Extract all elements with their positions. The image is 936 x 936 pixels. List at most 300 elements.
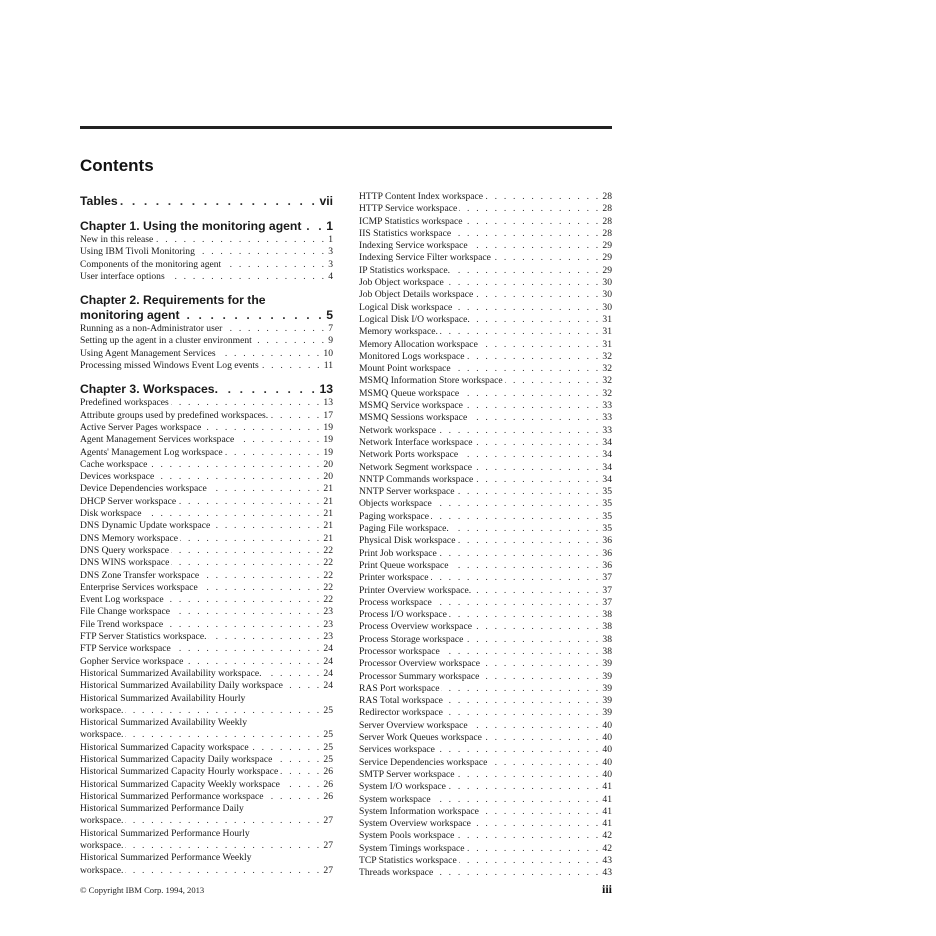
toc-entry[interactable] bbox=[359, 216, 612, 228]
leader-dots bbox=[303, 219, 324, 234]
leader-dots bbox=[480, 339, 601, 351]
toc-entry[interactable] bbox=[359, 634, 612, 646]
toc-entry-page: 22 bbox=[323, 544, 333, 556]
leader-dots bbox=[251, 742, 322, 754]
toc-entry[interactable] bbox=[359, 203, 612, 215]
toc-entry[interactable] bbox=[80, 852, 333, 877]
toc-entry[interactable] bbox=[359, 646, 612, 658]
leader-dots bbox=[454, 302, 600, 314]
toc-entry-title: workspace. bbox=[80, 815, 124, 827]
toc-entry-title: MSMQ Queue workspace bbox=[359, 387, 460, 399]
toc-entry[interactable] bbox=[80, 619, 333, 631]
toc-entry-page: 23 bbox=[323, 631, 333, 643]
toc-entry-title: Network Ports workspace bbox=[359, 449, 459, 461]
toc-entry-page: 33 bbox=[602, 400, 612, 412]
leader-dots bbox=[167, 271, 326, 283]
toc-entry-title: Service Dependencies workspace bbox=[359, 756, 488, 768]
toc-entry-page: 9 bbox=[328, 335, 333, 347]
toc-entry-page: 43 bbox=[602, 867, 612, 879]
toc-entry-title-line: Historical Summarized Performance Weekly bbox=[80, 852, 252, 864]
toc-entry[interactable] bbox=[80, 680, 333, 692]
toc-entry[interactable] bbox=[359, 818, 612, 830]
leader-dots bbox=[434, 597, 601, 609]
toc-entry[interactable] bbox=[80, 754, 333, 766]
toc-entry-page: 34 bbox=[602, 449, 612, 461]
leader-dots bbox=[285, 680, 322, 692]
toc-entry-title: Redirector workspace bbox=[359, 707, 443, 719]
toc-entry-page: 32 bbox=[602, 387, 612, 399]
toc-entry[interactable] bbox=[80, 459, 333, 471]
toc-entry[interactable] bbox=[80, 717, 333, 742]
toc-entry-page: 40 bbox=[602, 744, 612, 756]
toc-entry-title: Device Dependencies workspace bbox=[80, 483, 207, 495]
toc-entry-title: FTP Service workspace bbox=[80, 643, 171, 655]
toc-entry[interactable] bbox=[80, 483, 333, 495]
toc-entry-title: Memory Allocation workspace bbox=[359, 338, 478, 350]
toc-entry-page: 39 bbox=[602, 695, 612, 707]
toc-entry-title: New in this release bbox=[80, 234, 154, 245]
toc-entry-title: Logical Disk workspace bbox=[359, 301, 453, 313]
toc-entry-title: Attribute groups used by predefined workspaces. bbox=[80, 409, 269, 421]
toc-entry[interactable] bbox=[359, 757, 612, 769]
toc-entry[interactable] bbox=[359, 400, 612, 412]
leader-dots bbox=[475, 474, 600, 486]
leader-dots bbox=[445, 695, 601, 707]
toc-entry-page: 29 bbox=[602, 240, 612, 252]
toc-entry[interactable] bbox=[80, 668, 333, 680]
toc-entry-title: Indexing Service workspace bbox=[359, 240, 468, 252]
toc-entry-page: 20 bbox=[323, 471, 333, 483]
toc-entry-title: Historical Summarized Availability workspace. bbox=[80, 667, 262, 679]
leader-dots bbox=[449, 609, 600, 621]
toc-entry-page: 39 bbox=[602, 682, 612, 694]
toc-entry-title: Job Object workspace bbox=[359, 277, 444, 289]
toc-entry-page: 35 bbox=[602, 510, 612, 522]
toc-entry-page: 40 bbox=[602, 719, 612, 731]
toc-entry[interactable] bbox=[359, 855, 612, 867]
toc-entry-page: 30 bbox=[602, 289, 612, 301]
toc-entry-title: Printer workspace bbox=[359, 572, 429, 584]
toc-entry[interactable] bbox=[80, 779, 333, 791]
toc-chapter-entry[interactable] bbox=[80, 293, 333, 323]
leader-dots bbox=[166, 594, 322, 606]
toc-entry[interactable] bbox=[359, 769, 612, 781]
toc-entry-page: 25 bbox=[323, 741, 333, 753]
toc-entry[interactable] bbox=[359, 412, 612, 424]
leader-dots bbox=[465, 634, 600, 646]
leader-dots bbox=[431, 572, 601, 584]
leader-dots bbox=[125, 729, 321, 741]
toc-entry[interactable] bbox=[359, 302, 612, 314]
toc-entry-page: 4 bbox=[328, 270, 333, 282]
toc-entry-page: 24 bbox=[323, 667, 333, 679]
toc-entry-title: DNS WINS workspace bbox=[80, 557, 170, 569]
leader-dots bbox=[445, 707, 600, 719]
toc-entry[interactable] bbox=[80, 594, 333, 606]
leader-dots bbox=[453, 228, 600, 240]
toc-entry-title: Network Interface workspace bbox=[359, 436, 473, 448]
toc-entry-title: System I/O workspace bbox=[359, 781, 446, 793]
toc-entry-title: HTTP Content Index workspace bbox=[359, 191, 484, 202]
toc-entry-page: 38 bbox=[602, 633, 612, 645]
toc-entry-title: Process workspace bbox=[359, 596, 432, 608]
toc-entry[interactable] bbox=[359, 695, 612, 707]
toc-entry-title: NNTP Server workspace bbox=[359, 486, 455, 498]
toc-entry-title: Print Queue workspace bbox=[359, 559, 449, 571]
toc-entry-page: 41 bbox=[602, 793, 612, 805]
toc-entry-page: 40 bbox=[602, 768, 612, 780]
leader-dots bbox=[441, 683, 600, 695]
leader-dots bbox=[218, 348, 322, 360]
toc-entry-page: 37 bbox=[602, 596, 612, 608]
toc-entry-page: 22 bbox=[323, 569, 333, 581]
toc-entry-title: Chapter 3. Workspaces. bbox=[80, 382, 218, 397]
toc-entry-page: 39 bbox=[602, 707, 612, 719]
leader-dots bbox=[171, 557, 321, 569]
toc-entry[interactable] bbox=[359, 572, 612, 584]
leader-dots bbox=[125, 815, 321, 827]
toc-entry-title: monitoring agent bbox=[80, 308, 180, 323]
leader-dots bbox=[485, 191, 600, 203]
leader-dots bbox=[209, 483, 322, 495]
toc-entry-page: 36 bbox=[602, 547, 612, 559]
leader-dots bbox=[438, 425, 600, 437]
toc-entry[interactable] bbox=[359, 486, 612, 498]
leader-dots bbox=[459, 203, 600, 215]
leader-dots bbox=[493, 252, 601, 264]
toc-entry[interactable] bbox=[80, 348, 333, 360]
toc-entry-title: Network Segment workspace bbox=[359, 461, 472, 473]
toc-entry-page: 29 bbox=[602, 252, 612, 264]
toc-entry-title: SMTP Server workspace bbox=[359, 768, 455, 780]
toc-entry[interactable] bbox=[359, 314, 612, 326]
toc-entry-page: 1 bbox=[326, 219, 333, 233]
toc-entry[interactable] bbox=[80, 323, 333, 335]
toc-entry-page: 41 bbox=[602, 805, 612, 817]
leader-dots bbox=[212, 520, 321, 532]
leader-dots bbox=[197, 246, 326, 258]
toc-entry-page: 39 bbox=[602, 658, 612, 670]
toc-entry-page: 23 bbox=[323, 606, 333, 618]
toc-entry[interactable] bbox=[359, 806, 612, 818]
toc-entry[interactable] bbox=[80, 520, 333, 532]
leader-dots bbox=[457, 769, 601, 781]
leader-dots bbox=[451, 560, 601, 572]
toc-entry[interactable] bbox=[80, 246, 333, 258]
toc-entry-title: workspace. bbox=[80, 704, 124, 716]
toc-entry-page: 27 bbox=[323, 864, 333, 876]
toc-entry[interactable] bbox=[359, 228, 612, 240]
toc-entry[interactable] bbox=[359, 375, 612, 387]
page-title: Contents bbox=[80, 156, 154, 175]
toc-entry[interactable] bbox=[80, 410, 333, 422]
toc-entry[interactable] bbox=[80, 803, 333, 828]
toc-entry-title: Historical Summarized Capacity Weekly workspace bbox=[80, 778, 280, 790]
toc-entry-title: Predefined workspaces bbox=[80, 397, 169, 409]
toc-entry[interactable] bbox=[359, 535, 612, 547]
toc-entry[interactable] bbox=[359, 511, 612, 523]
toc-entry[interactable] bbox=[359, 720, 612, 732]
toc-entry[interactable] bbox=[80, 606, 333, 618]
leader-dots bbox=[484, 732, 600, 744]
leader-dots bbox=[155, 234, 326, 246]
leader-dots bbox=[144, 508, 322, 520]
toc-entry[interactable] bbox=[80, 791, 333, 803]
leader-dots bbox=[185, 656, 321, 668]
toc-entry-title-line: Chapter 2. Requirements for the bbox=[80, 293, 266, 308]
toc-entry-page: 41 bbox=[602, 781, 612, 793]
toc-entry-page: 35 bbox=[602, 486, 612, 498]
toc-entry[interactable] bbox=[80, 508, 333, 520]
toc-entry[interactable] bbox=[359, 830, 612, 842]
toc-entry[interactable] bbox=[359, 658, 612, 670]
leader-dots bbox=[261, 360, 322, 372]
leader-dots bbox=[156, 471, 321, 483]
toc-entry[interactable] bbox=[80, 545, 333, 557]
toc-entry-page: 31 bbox=[602, 313, 612, 325]
toc-entry-title: Print Job workspace bbox=[359, 547, 437, 559]
toc-entry[interactable] bbox=[80, 828, 333, 853]
toc-entry-page: 17 bbox=[323, 409, 333, 421]
toc-entry-title: System Pools workspace bbox=[359, 830, 455, 842]
toc-entry-title: FTP Server Statistics workspace. bbox=[80, 631, 207, 643]
toc-entry[interactable] bbox=[359, 351, 612, 363]
toc-entry-title: Devices workspace bbox=[80, 471, 155, 483]
toc-entry-page: 11 bbox=[323, 360, 333, 372]
toc-entry-title: User interface options bbox=[80, 270, 165, 282]
toc-entry-title: Services workspace bbox=[359, 744, 435, 756]
toc-entry[interactable] bbox=[80, 631, 333, 643]
toc-entry-page: 27 bbox=[323, 815, 333, 827]
toc-entry-title: DNS Query workspace bbox=[80, 544, 169, 556]
leader-dots bbox=[473, 585, 600, 597]
toc-entry[interactable] bbox=[80, 234, 333, 246]
toc-entry[interactable] bbox=[80, 259, 333, 271]
toc-entry[interactable] bbox=[80, 766, 333, 778]
toc-entry-title: Process Overview workspace bbox=[359, 621, 472, 633]
leader-dots bbox=[171, 397, 322, 409]
toc-chapter-entry[interactable] bbox=[80, 382, 333, 397]
toc-entry-page: 28 bbox=[602, 215, 612, 227]
leader-dots bbox=[452, 265, 600, 277]
toc-entry[interactable] bbox=[359, 462, 612, 474]
toc-entry[interactable] bbox=[359, 363, 612, 375]
toc-entry-title: Historical Summarized Capacity workspace bbox=[80, 741, 249, 753]
toc-entry-title: Memory workspace. bbox=[359, 326, 438, 338]
toc-entry[interactable] bbox=[359, 240, 612, 252]
toc-entry[interactable] bbox=[359, 326, 612, 338]
leader-dots bbox=[274, 754, 321, 766]
toc-entry[interactable] bbox=[80, 397, 333, 409]
toc-entry-title: Processing missed Windows Event Log events bbox=[80, 360, 259, 372]
toc-entry-title: Printer Overview workspace. bbox=[359, 584, 472, 596]
toc-entry-page: 40 bbox=[602, 732, 612, 744]
toc-entry-page: 3 bbox=[328, 258, 333, 270]
toc-entry-page: 21 bbox=[323, 483, 333, 495]
leader-dots bbox=[460, 449, 600, 461]
toc-entry-title: Historical Summarized Performance workspace bbox=[80, 790, 264, 802]
toc-entry[interactable] bbox=[80, 471, 333, 483]
toc-entry-title: Threads workspace bbox=[359, 867, 434, 879]
toc-entry-page: 43 bbox=[602, 855, 612, 867]
toc-entry-page: 35 bbox=[602, 498, 612, 510]
leader-dots bbox=[472, 314, 601, 326]
toc-entry[interactable] bbox=[359, 191, 612, 203]
toc-entry-page: 24 bbox=[323, 655, 333, 667]
toc-entry-title: Process I/O workspace bbox=[359, 609, 447, 621]
toc-entry[interactable] bbox=[80, 570, 333, 582]
toc-entry[interactable] bbox=[359, 867, 612, 879]
toc-entry[interactable] bbox=[359, 388, 612, 400]
toc-chapter-entry[interactable] bbox=[80, 219, 333, 234]
toc-entry-title: Cache workspace bbox=[80, 458, 148, 470]
leader-dots bbox=[220, 382, 317, 397]
toc-entry-title: MSMQ Sessions workspace bbox=[359, 412, 468, 424]
toc-entry[interactable] bbox=[80, 533, 333, 545]
toc-entry-title: Network workspace bbox=[359, 424, 436, 436]
toc-entry-page: 23 bbox=[323, 618, 333, 630]
toc-entry[interactable] bbox=[80, 447, 333, 459]
leader-dots bbox=[224, 323, 326, 335]
leader-dots bbox=[165, 619, 321, 631]
leader-dots bbox=[470, 720, 601, 732]
leader-dots bbox=[254, 335, 326, 347]
toc-entry-title: Event Log workspace bbox=[80, 594, 164, 606]
leader-dots bbox=[481, 671, 600, 683]
toc-entry[interactable] bbox=[359, 609, 612, 621]
toc-entry-page: 22 bbox=[323, 581, 333, 593]
toc-entry-title: Processor Overview workspace bbox=[359, 658, 480, 670]
toc-entry-title: Objects workspace bbox=[359, 498, 432, 510]
toc-entry-title: Monitored Logs workspace bbox=[359, 350, 465, 362]
toc-entry-title: Historical Summarized Capacity Hourly workspace bbox=[80, 766, 279, 778]
toc-entry-page: 13 bbox=[323, 397, 333, 409]
toc-entry[interactable] bbox=[359, 732, 612, 744]
toc-entry-title: Chapter 1. Using the monitoring agent bbox=[80, 219, 302, 233]
toc-entry-page: 28 bbox=[602, 203, 612, 215]
toc-entry[interactable] bbox=[359, 437, 612, 449]
toc-entry-page: 26 bbox=[323, 778, 333, 790]
toc-entry-page: 19 bbox=[323, 421, 333, 433]
toc-entry-page: 20 bbox=[323, 458, 333, 470]
leader-dots bbox=[482, 658, 600, 670]
toc-entry[interactable] bbox=[80, 557, 333, 569]
toc-entry[interactable] bbox=[80, 434, 333, 446]
toc-entry[interactable] bbox=[359, 560, 612, 572]
toc-entry[interactable] bbox=[359, 794, 612, 806]
toc-entry[interactable] bbox=[359, 683, 612, 695]
toc-entry[interactable] bbox=[359, 548, 612, 560]
toc-entry[interactable] bbox=[80, 422, 333, 434]
toc-entry-page: 34 bbox=[602, 461, 612, 473]
toc-entry[interactable] bbox=[359, 265, 612, 277]
toc-entry[interactable] bbox=[359, 843, 612, 855]
leader-dots bbox=[120, 194, 318, 209]
toc-entry[interactable] bbox=[359, 597, 612, 609]
toc-entry[interactable] bbox=[359, 585, 612, 597]
leader-dots bbox=[280, 766, 321, 778]
toc-entry-page: 42 bbox=[602, 842, 612, 854]
toc-entry-title: System Information workspace bbox=[359, 805, 479, 817]
toc-entry[interactable] bbox=[80, 656, 333, 668]
leader-dots bbox=[474, 621, 600, 633]
toc-entry-title: DNS Dynamic Update workspace bbox=[80, 520, 211, 532]
toc-entry-page: 31 bbox=[602, 338, 612, 350]
toc-entry-title: System Timings workspace bbox=[359, 842, 465, 854]
toc-entry-title: Historical Summarized Availability Daily workspace bbox=[80, 680, 283, 692]
leader-dots bbox=[264, 668, 322, 680]
toc-entry[interactable] bbox=[80, 496, 333, 508]
toc-entry[interactable] bbox=[80, 693, 333, 718]
toc-entry[interactable] bbox=[359, 523, 612, 535]
toc-entry[interactable] bbox=[359, 781, 612, 793]
toc-entry-page: 36 bbox=[602, 535, 612, 547]
toc-entry-page: 37 bbox=[602, 584, 612, 596]
leader-dots bbox=[223, 259, 326, 271]
leader-dots bbox=[489, 757, 600, 769]
toc-entry[interactable] bbox=[359, 425, 612, 437]
toc-entry[interactable] bbox=[80, 643, 333, 655]
toc-entry-page: 24 bbox=[323, 643, 333, 655]
leader-dots bbox=[171, 545, 321, 557]
toc-entry[interactable] bbox=[80, 271, 333, 283]
toc-entry-title: Components of the monitoring agent bbox=[80, 258, 222, 270]
toc-entry-page: 30 bbox=[602, 277, 612, 289]
leader-dots bbox=[203, 422, 321, 434]
toc-entry[interactable] bbox=[359, 671, 612, 683]
leader-dots bbox=[435, 867, 600, 879]
leader-dots bbox=[451, 523, 601, 535]
toc-entry[interactable] bbox=[359, 621, 612, 633]
copyright-notice: © Copyright IBM Corp. 1994, 2013 bbox=[80, 885, 205, 895]
toc-entry-title: RAS Total workspace bbox=[359, 695, 443, 707]
toc-entry[interactable] bbox=[359, 339, 612, 351]
leader-dots bbox=[434, 498, 601, 510]
leader-dots bbox=[470, 240, 601, 252]
toc-entry[interactable] bbox=[359, 277, 612, 289]
toc-entry-title: Active Server Pages workspace bbox=[80, 421, 202, 433]
leader-dots bbox=[467, 351, 601, 363]
toc-entry-page: 31 bbox=[602, 326, 612, 338]
toc-chapter-entry[interactable] bbox=[80, 194, 333, 209]
leader-dots bbox=[469, 412, 600, 424]
toc-entry[interactable] bbox=[359, 707, 612, 719]
toc-entry[interactable] bbox=[80, 360, 333, 372]
toc-entry-page: 37 bbox=[602, 572, 612, 584]
toc-entry-page: 41 bbox=[602, 818, 612, 830]
toc-entry-page: 13 bbox=[319, 382, 333, 397]
leader-dots bbox=[182, 308, 325, 323]
leader-dots bbox=[270, 410, 321, 422]
toc-entry[interactable] bbox=[359, 744, 612, 756]
toc-entry-title: workspace. bbox=[80, 729, 124, 741]
toc-entry-page: 25 bbox=[323, 729, 333, 741]
toc-entry-title: DHCP Server workspace bbox=[80, 495, 177, 507]
toc-entry-title: Paging File workspace. bbox=[359, 523, 449, 535]
toc-entry[interactable] bbox=[359, 498, 612, 510]
toc-entry[interactable] bbox=[359, 252, 612, 264]
toc-entry[interactable] bbox=[359, 289, 612, 301]
toc-entry[interactable] bbox=[80, 335, 333, 347]
toc-entry[interactable] bbox=[80, 742, 333, 754]
toc-entry-page: 38 bbox=[602, 609, 612, 621]
toc-entry[interactable] bbox=[80, 582, 333, 594]
toc-entry-page: 19 bbox=[323, 446, 333, 458]
toc-entry[interactable] bbox=[359, 449, 612, 461]
toc-entry[interactable] bbox=[359, 474, 612, 486]
toc-entry-title: Using Agent Management Services bbox=[80, 347, 216, 359]
toc-entry-title: Using IBM Tivoli Monitoring bbox=[80, 246, 195, 258]
